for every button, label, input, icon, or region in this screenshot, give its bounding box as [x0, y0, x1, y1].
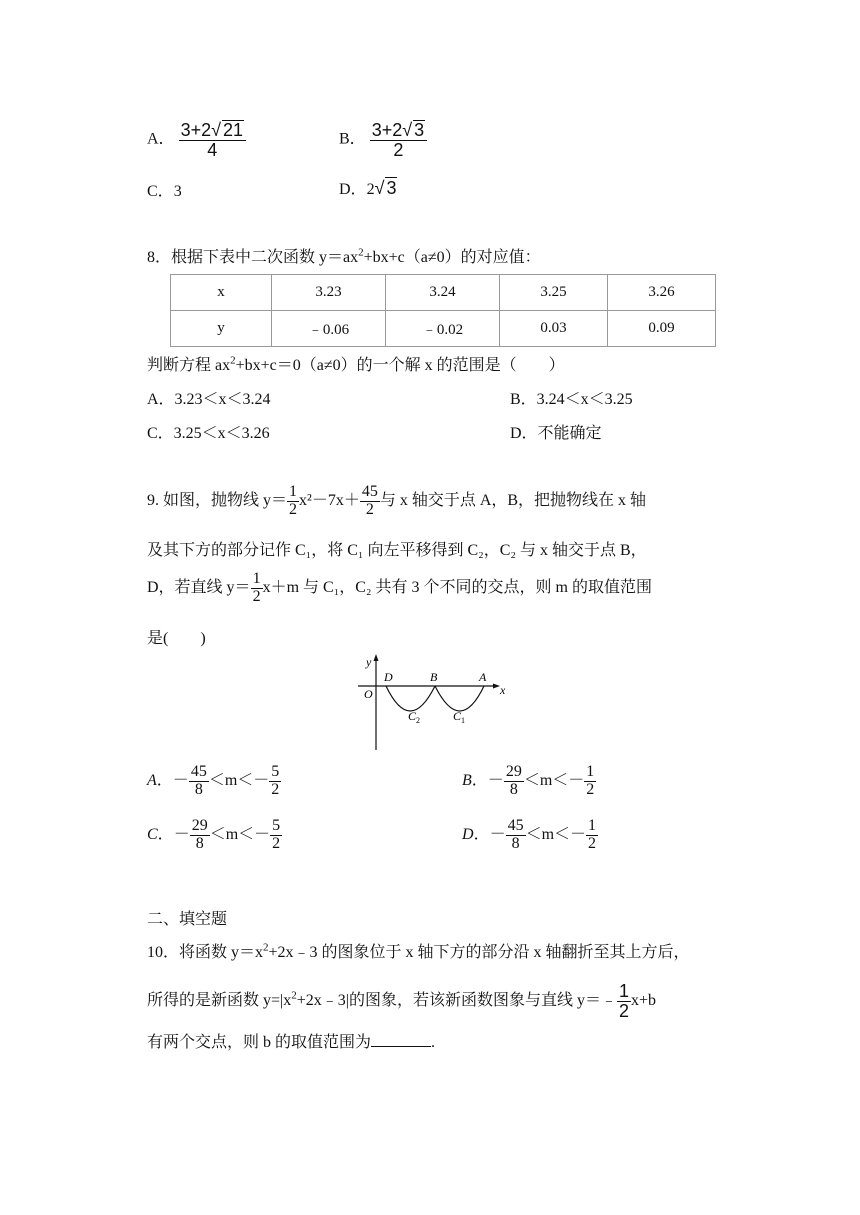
superscript: 2 — [230, 354, 236, 367]
denominator: 2 — [271, 780, 280, 798]
numerator: 45 — [190, 763, 207, 780]
q8-option-d: D．不能确定 — [510, 425, 602, 442]
q8-option-a: A．3.23＜x＜3.24 — [147, 391, 271, 408]
y-axis-arrow — [374, 654, 379, 661]
curve-c1 — [435, 686, 484, 711]
table-cell: 3.25 — [500, 275, 608, 311]
denominator: 2 — [272, 834, 281, 852]
section-heading: 二、填空题 — [147, 911, 228, 928]
stem-text: 8．根据下表中二次函数 y＝ax — [147, 249, 359, 266]
q9-option-a — [147, 764, 281, 799]
fraction — [190, 818, 210, 853]
numerator: 1 — [289, 483, 298, 500]
q9-option-d — [462, 818, 598, 853]
table-cell: 3.24 — [386, 275, 500, 311]
option-label: D． — [339, 181, 367, 198]
dot: ． — [156, 771, 173, 789]
numerator: 1 — [252, 570, 261, 587]
option-label: C — [147, 825, 158, 843]
label-c2-subscript: 2 — [416, 716, 421, 725]
numerator: 1 — [588, 817, 597, 834]
denominator: 8 — [190, 835, 210, 853]
denominator: 2 — [586, 780, 595, 798]
numerator: 5 — [271, 763, 280, 780]
radicand: 3 — [414, 120, 425, 140]
fraction — [586, 818, 598, 853]
option-value: 3 — [173, 183, 182, 200]
table-cell: 0.03 — [500, 311, 608, 347]
numerator-text: 3+2 — [180, 120, 212, 140]
q7-option-a — [147, 120, 246, 160]
q9-option-b — [462, 764, 596, 799]
stem-text: D，若直线 y＝ — [147, 578, 251, 596]
label-c2-letter: C — [408, 709, 417, 723]
stem-text: 与 x 轴交于点 A，B，把抛物线在 x 轴 — [379, 491, 647, 509]
q10-line1 — [147, 939, 690, 962]
denominator: 2 — [588, 834, 597, 852]
inequality: ＜m＜－ — [208, 771, 270, 789]
option-label: B — [462, 771, 472, 789]
superscript: 2 — [263, 941, 269, 954]
numerator: 45 — [507, 817, 524, 834]
q9-line1 — [147, 484, 646, 519]
label-b: B — [430, 670, 438, 684]
table-row — [171, 275, 716, 311]
fraction: $\frac{3+2√ 3}{2}$ — [370, 120, 427, 160]
superscript: 2 — [291, 989, 297, 1002]
q9-option-c — [147, 818, 282, 853]
minus: － — [173, 825, 190, 843]
numerator: 29 — [191, 817, 208, 834]
denominator: 2 — [370, 140, 427, 160]
fraction — [360, 484, 380, 519]
answer-blank[interactable] — [371, 1032, 431, 1047]
denominator: 8 — [506, 835, 526, 853]
x-axis-arrow — [493, 684, 500, 689]
denominator: 8 — [189, 781, 209, 799]
table-cell: 3.23 — [272, 275, 386, 311]
numerator: 5 — [272, 817, 281, 834]
numerator: 1 — [618, 981, 629, 1001]
numerator: 29 — [505, 763, 522, 780]
option-label: C． — [147, 183, 174, 200]
option-label: A． — [147, 130, 175, 148]
stem-text: x²－7x＋ — [299, 491, 360, 509]
fraction — [189, 764, 209, 799]
stem-text: +bx+c＝0（a≠0）的一个解 x 的范围是（ ） — [235, 357, 565, 374]
radicand: 21 — [223, 120, 244, 140]
label-c1-subscript: 1 — [461, 716, 466, 725]
fraction — [270, 818, 282, 853]
value-table — [170, 274, 716, 347]
q9-line4: 是( ) — [147, 630, 206, 647]
minus: － — [489, 825, 506, 843]
stem-text: 判断方程 ax — [147, 357, 231, 374]
dot: ． — [473, 825, 490, 843]
label-c1 — [453, 709, 465, 725]
table-cell: ﹣0.02 — [386, 311, 500, 347]
table-cell: 0.09 — [608, 311, 716, 347]
denominator: 2 — [289, 500, 298, 518]
q7-option-d: D．2√ 3 — [339, 178, 397, 198]
q7-option-b — [339, 120, 427, 160]
label-c2 — [408, 709, 420, 725]
option-label: A — [147, 771, 157, 789]
option-label: B． — [339, 130, 366, 148]
fraction: $\frac{3+2√ 21}{4}$ — [179, 120, 246, 160]
stem-text: x+b — [630, 992, 657, 1010]
stem-text: +bx+c（a≠0）的对应值： — [363, 249, 541, 266]
label-a: A — [479, 670, 487, 684]
stem-text: x＋m 与 C₁，C₂ 共有 3 个不同的交点，则 m 的取值范围 — [262, 578, 652, 596]
fraction — [506, 818, 526, 853]
fraction — [287, 484, 299, 519]
table-row — [171, 311, 716, 347]
stem-text: 所得的是新函数 y=|x — [147, 992, 292, 1010]
stem-text: . — [431, 1034, 436, 1051]
dot: ． — [157, 825, 174, 843]
stem-text: 10．将函数 y＝x — [147, 944, 264, 961]
numerator-text: 3+2 — [371, 120, 403, 140]
fraction — [251, 571, 263, 606]
label-c1-letter: C — [453, 709, 462, 723]
option-label: D — [462, 825, 474, 843]
stem-text: +2x﹣3 的图象位于 x 轴下方的部分沿 x 轴翻折至其上方后， — [268, 944, 690, 961]
label-x: x — [500, 683, 506, 697]
stem-text: +2x﹣3|的图象，若该新函数图象与直线 y＝﹣ — [296, 992, 617, 1010]
inequality: ＜m＜－ — [209, 825, 271, 843]
denominator: 2 — [360, 501, 380, 519]
parabola-figure — [350, 650, 510, 752]
table-cell: 3.26 — [608, 275, 716, 311]
q8-option-c: C．3.25＜x＜3.26 — [147, 425, 270, 442]
fraction — [584, 764, 596, 799]
q9-line2: 及其下方的部分记作 C₁，将 C₁ 向左平移得到 C₂，C₂ 与 x 轴交于点 B， — [147, 542, 647, 559]
q10-line3 — [147, 1029, 435, 1052]
minus: － — [172, 771, 189, 789]
table-cell: ﹣0.06 — [272, 311, 386, 347]
q7-option-c — [147, 178, 182, 201]
denominator: 8 — [504, 781, 524, 799]
inequality: ＜m＜－ — [525, 825, 587, 843]
q8-stem — [147, 244, 541, 267]
numerator: 1 — [586, 763, 595, 780]
label-d: D — [384, 670, 393, 684]
label-origin: O — [364, 687, 373, 701]
fraction — [504, 764, 524, 799]
superscript: 2 — [358, 246, 364, 259]
dot: ． — [471, 771, 488, 789]
q8-option-b: B．3.24＜x＜3.25 — [510, 391, 633, 408]
curve-c2 — [386, 686, 435, 711]
q8-judge — [147, 352, 565, 375]
coefficient: 2 — [366, 181, 375, 198]
table-cell: y — [171, 311, 272, 347]
numerator: 45 — [361, 483, 378, 500]
fraction — [269, 764, 281, 799]
q10-line2 — [147, 982, 656, 1021]
q9-line3 — [147, 571, 652, 606]
minus: － — [487, 771, 504, 789]
denominator: 2 — [618, 1000, 629, 1021]
radicand: 3 — [386, 178, 397, 198]
stem-text: 9. 如图，抛物线 y＝ — [147, 491, 288, 509]
denominator: 4 — [179, 140, 246, 160]
denominator: 2 — [252, 587, 261, 605]
fraction — [617, 982, 631, 1021]
label-y: y — [366, 655, 372, 669]
table-cell: x — [171, 275, 272, 311]
inequality: ＜m＜－ — [523, 771, 585, 789]
stem-text: 有两个交点，则 b 的取值范围为 — [147, 1034, 372, 1051]
